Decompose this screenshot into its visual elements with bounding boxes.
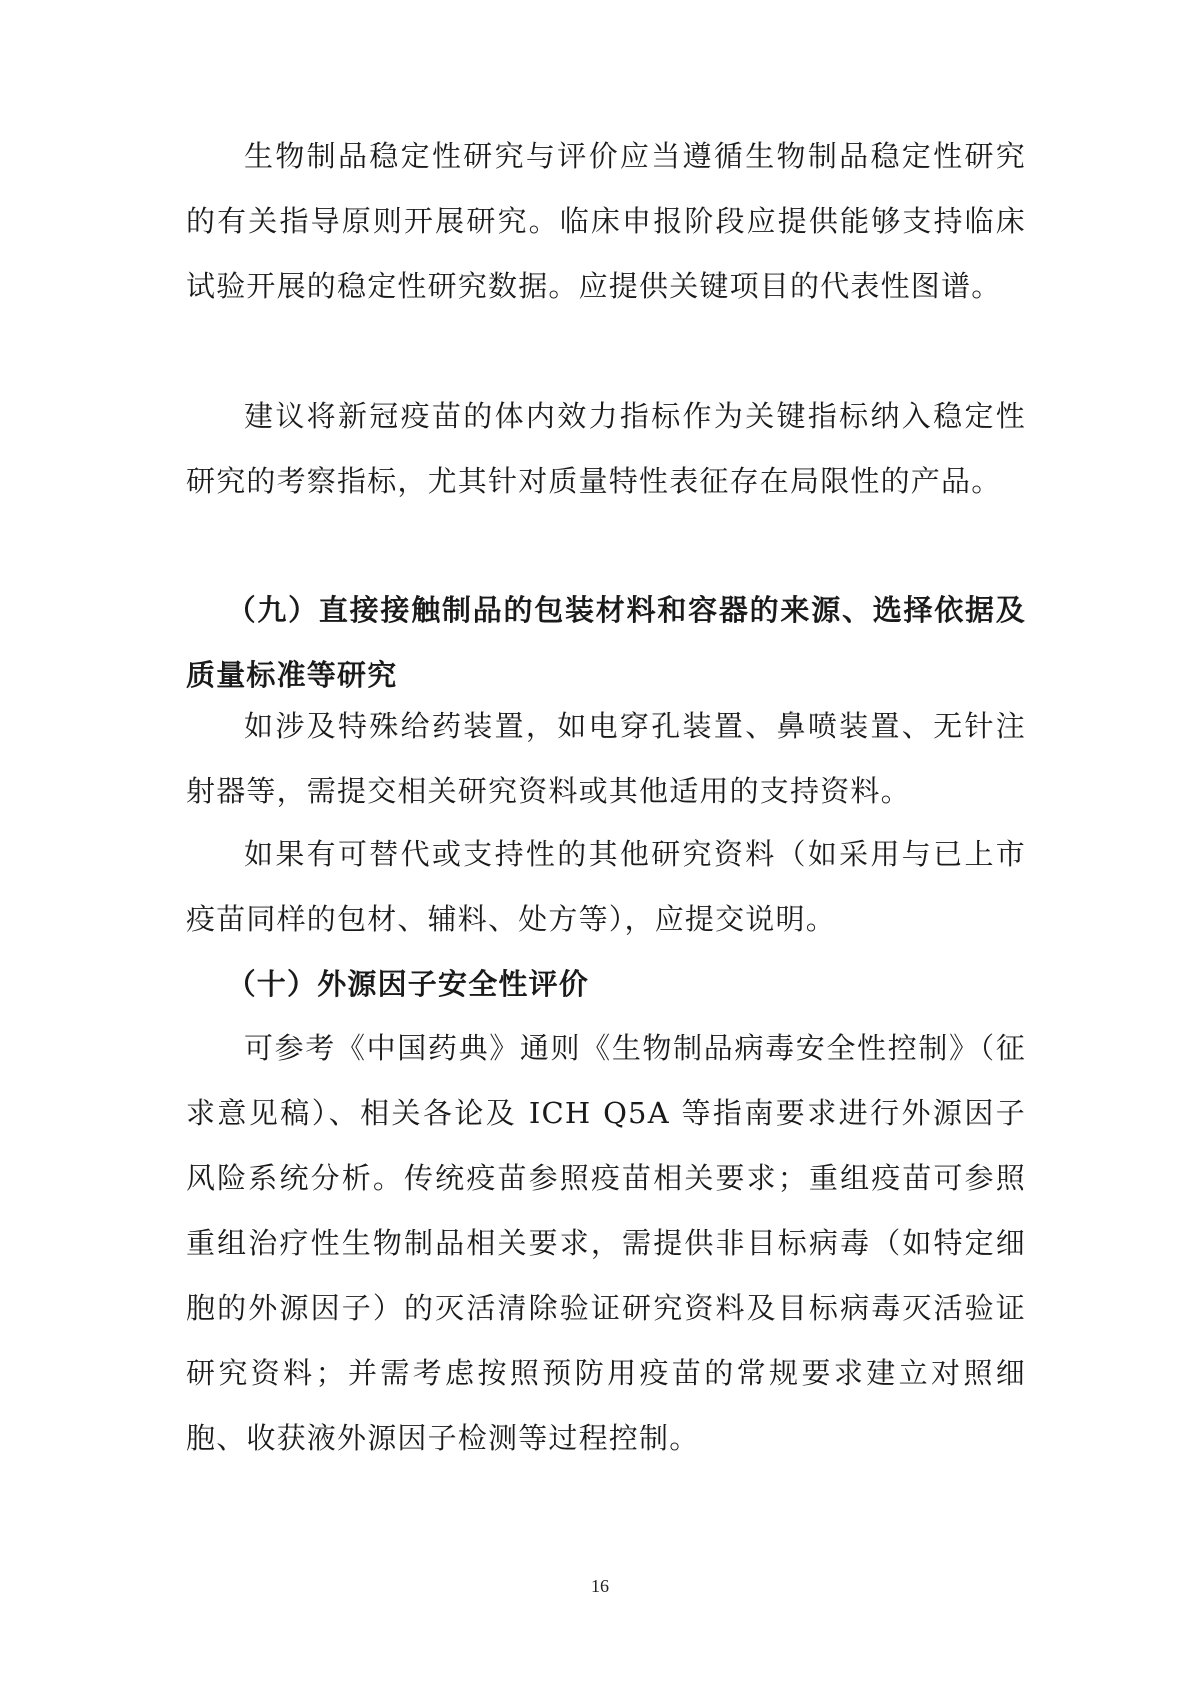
paragraph-alternative-data: 如果有可替代或支持性的其他研究资料（如采用与已上市疫苗同样的包材、辅料、处方等），应提交说明。 <box>186 837 1026 936</box>
section-heading-9: （九）直接接触制品的包装材料和容器的来源、选择依据及质量标准等研究 <box>186 593 1026 692</box>
page-number: 16 <box>591 1576 609 1596</box>
paragraph-adventitious-agents: 可参考《中国药典》通则《生物制品病毒安全性控制》（征求意见稿）、相关各论及 ICH Q5A 等指南要求进行外源因子风险系统分析。传统疫苗参照疫苗相关要求；重组疫苗可参照重组治疗性生物制品相关要求，需提供非目标病毒（如特定细胞的外源因子）的灭活清除验证研究资料及目标病毒灭活验证研究资料；并需考虑按照预防用疫苗的常规要求建立对照细胞、收获液外源因子检测等过程控制。 <box>186 1031 1026 1455</box>
paragraph-stability-study: 生物制品稳定性研究与评价应当遵循生物制品稳定性研究的有关指导原则开展研究。临床申报阶段应提供能够支持临床试验开展的稳定性研究数据。应提供关键项目的代表性图谱。 <box>186 139 1026 303</box>
paragraph-efficacy-indicator: 建议将新冠疫苗的体内效力指标作为关键指标纳入稳定性研究的考察指标，尤其针对质量特性表征存在局限性的产品。 <box>186 399 1026 498</box>
paragraph-delivery-device: 如涉及特殊给药装置，如电穿孔装置、鼻喷装置、无针注射器等，需提交相关研究资料或其他适用的支持资料。 <box>186 709 1026 808</box>
section-heading-10: （十）外源因子安全性评价 <box>226 967 589 1001</box>
